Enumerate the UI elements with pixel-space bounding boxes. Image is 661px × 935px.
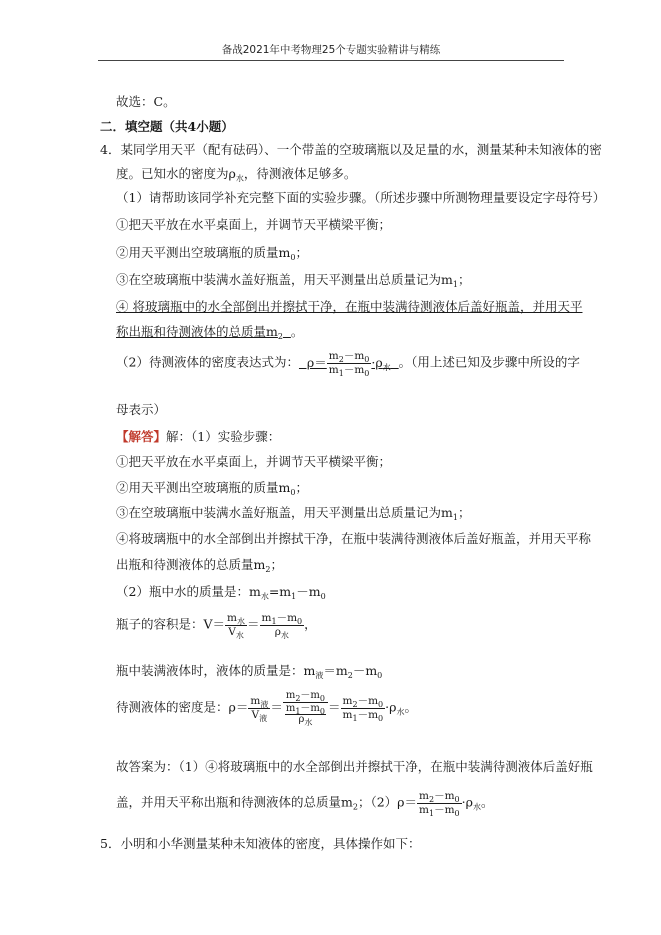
answer-line1: 故答案为：（1）④将玻璃瓶中的水全部倒出并擦拭干净，在瓶中装满待测液体后盖好瓶 (116, 759, 593, 774)
solution-step2: ②用天平测出空玻璃瓶的质量$m_0$； (116, 480, 308, 497)
q4-line1: 4．某同学用天平（配有砝码）、一个带盖的空玻璃瓶以及足量的水，测量某种未知液体的密 (100, 142, 602, 157)
q4-step2: ②用天平测出空玻璃瓶的质量$m_0$； (116, 245, 308, 262)
q4-part2: （2）待测液体的密度表达式为： ρ＝ $\frac{m_2-m_0}{m_1-m_0}$ $\cdot\rho_水$ 。（用上述已知及步骤中所设的字 (116, 350, 580, 378)
density-formula: 待测液体的密度是：ρ＝ $m_液$ $V_液$ ＝ $m_2-m_0$ $m_1-m_0$ $\rho_水$ ＝ $\frac{m_2-m_0}{m_1-m_0}$ $\cdot\rho_水$。 (116, 690, 417, 727)
q4-step4-line1: ④ 将玻璃瓶中的水全部倒出并擦拭干净，在瓶中装满待测液体后盖好瓶盖，并用天平 (116, 299, 583, 314)
solution-step4-line1: ④将玻璃瓶中的水全部倒出并擦拭干净，在瓶中装满待测液体后盖好瓶盖，并用天平称 (116, 531, 592, 546)
q4-line2: 度。已知水的密度为$\rho_水$，待测液体足够多。 (116, 166, 357, 183)
q4-part2-end: 母表示） (116, 402, 167, 417)
volume-formula: 瓶子的容积是：V＝ $m_水$ $V_水$ ＝ $m_1-m_0$ $\rho_水$ ， (116, 612, 317, 640)
solution-step3: ③在空玻璃瓶中装满水盖好瓶盖，用天平测量出总质量记为$m_1$； (116, 505, 471, 522)
section-title: 二．填空题（共4小题） (100, 119, 234, 134)
q5-line1: 5．小明和小华测量某种未知液体的密度，具体操作如下： (100, 836, 421, 851)
q4-step3: ③在空玻璃瓶中装满水盖好瓶盖，用天平测量出总质量记为$m_1$； (116, 272, 471, 289)
q4-step1: ①把天平放在水平桌面上，并调节天平横梁平衡； (116, 217, 392, 232)
solution-step4-line2: 出瓶和待测液体的总质量$m_2$； (116, 557, 283, 574)
solution-intro: 【解答】解：（1）实验步骤： (116, 429, 281, 444)
q4-step4-line2: 称出瓶和待测液体的总质量$m_2$ 。 (116, 324, 304, 341)
q4-part1: （1）请帮助该同学补充完整下面的实验步骤。（所述步骤中所测物理量要设定字母符号） (116, 190, 606, 205)
water-mass: （2）瓶中水的质量是：$m_水=m_1-m_0$ (116, 584, 326, 601)
answer-line2: 盖，并用天平称出瓶和待测液体的总质量$m_2$；（2）ρ＝ $\frac{m_2-m_0}{m_1-m_0}$ $\cdot\rho_水$。 (116, 790, 494, 818)
prev-answer: 故选：C。 (116, 94, 176, 109)
liquid-mass: 瓶中装满液体时，液体的质量是：$m_液=m_2-m_0$ (116, 663, 383, 680)
solution-step1: ①把天平放在水平桌面上，并调节天平横梁平衡； (116, 454, 392, 469)
page-header: 备战2021年中考物理25个专题实验精讲与精练 (98, 42, 564, 61)
